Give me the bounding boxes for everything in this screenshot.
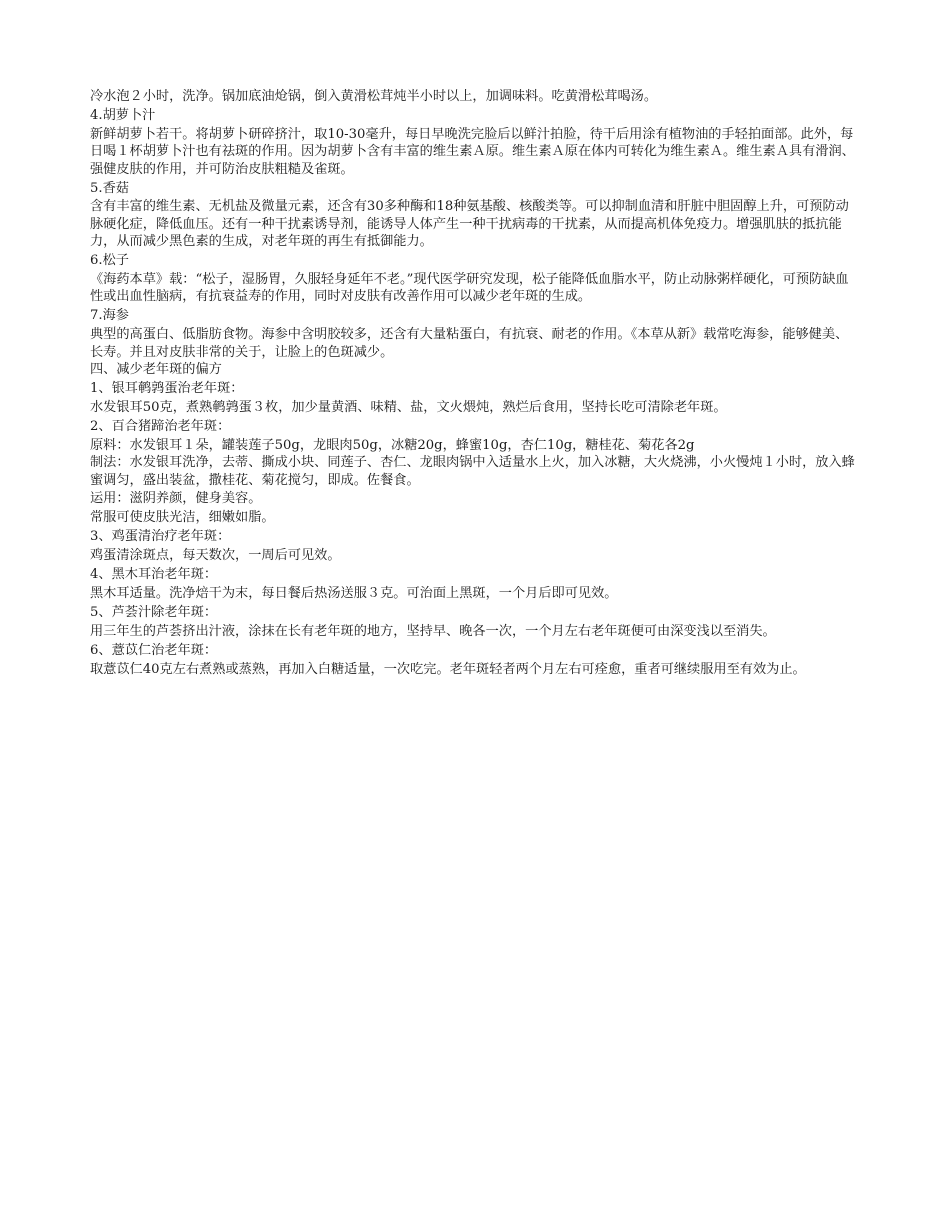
paragraph: 用三年生的芦荟挤出汁液，涂抹在长有老年斑的地方，坚持早、晚各一次，一个月左右老年斑便可由深变浅以至消失。 bbox=[90, 623, 776, 639]
recipe-heading: 3、鸡蛋清治疗老年斑： bbox=[90, 529, 231, 545]
paragraph: 运用：滋阴养颜，健身美容。 bbox=[90, 491, 262, 507]
paragraph: 制法：水发银耳洗净，去蒂、撕成小块、同莲子、杏仁、龙眼肉锅中入适量水上火，加入冰糖，大火烧沸，小火慢炖１小时，放入蜂蜜调匀，盛出装盆，撒桂花、菊花搅匀，即成。佐餐食。 bbox=[90, 455, 855, 488]
paragraph: 鸡蛋清涂斑点，每天数次，一周后可见效。 bbox=[90, 548, 341, 564]
section-heading: 7.海参 bbox=[90, 308, 129, 324]
paragraph: 含有丰富的维生素、无机盐及微量元素，还含有30多种酶和18种氨基酸、核酸类等。可以抑制血清和肝脏中胆固醇上升，可预防动脉硬化症，降低血压。还有一种干扰素诱导剂，能诱导人体产生一种干扰病毒的干扰素，从而提高机体免疫力。增强肌肤的抵抗能力，从而减少黑色素的生成，对老年斑的再生有抵御能力。 bbox=[90, 199, 849, 250]
paragraph: 常服可使皮肤光洁，细嫩如脂。 bbox=[90, 510, 275, 526]
paragraph: 冷水泡２小时，洗净。锅加底油炝锅，倒入黄滑松茸炖半小时以上，加调味料。吃黄滑松茸喝汤。 bbox=[90, 89, 658, 104]
recipe-heading: 6、薏苡仁治老年斑： bbox=[90, 642, 218, 658]
section-heading: 5.香菇 bbox=[90, 180, 129, 196]
document-body bbox=[90, 88, 860, 678]
recipe-heading: 4、黑木耳治老年斑： bbox=[90, 567, 218, 583]
paragraph: 黑木耳适量。洗净焙干为末，每日餐后热汤送服３克。可治面上黑斑，一个月后即可见效。 bbox=[90, 585, 618, 601]
paragraph: 《海药本草》载：“松子，湿肠胃，久服轻身延年不老。”现代医学研究发现，松子能降低血脂水平，防止动脉粥样硬化，可预防缺血性或出血性脑病，有抗衰益寿的作用，同时对皮肤有改善作用可以减少老年斑的生成。 bbox=[90, 272, 849, 305]
recipe-heading: 1、银耳鹌鹑蛋治老年斑： bbox=[90, 381, 244, 396]
recipe-heading: 2、百合猪蹄治老年斑： bbox=[90, 418, 231, 434]
paragraph: 原料：水发银耳１朵，罐装莲子50g，龙眼肉50g，冰糖20g，蜂蜜10g，杏仁10g，糖桂花、菊花各2g bbox=[90, 437, 695, 453]
paragraph: 典型的高蛋白、低脂肪食物。海参中含明胶较多，还含有大量粘蛋白，有抗衰、耐老的作用。《本草从新》载常吃海参，能够健美、长寿。并且对皮肤非常的关于，让脸上的色斑减少。 bbox=[90, 327, 849, 360]
section-heading: 6.松子 bbox=[90, 253, 129, 269]
paragraph: 取薏苡仁40克左右煮熟或蒸熟，再加入白糖适量，一次吃完。老年斑轻者两个月左右可痊愈，重者可继续服用至有效为止。 bbox=[90, 661, 806, 677]
chapter-heading: 四、减少老年斑的偏方 bbox=[90, 362, 222, 378]
recipe-heading: 5、芦荟汁除老年斑： bbox=[90, 604, 218, 620]
section-heading: 4.胡萝卜汁 bbox=[90, 107, 156, 123]
paragraph: 水发银耳50克，煮熟鹌鹑蛋３枚，加少量黄酒、味精、盐，文火煨炖，熟烂后食用，坚持长吃可清除老年斑。 bbox=[90, 399, 727, 415]
paragraph: 新鲜胡萝卜若干。将胡萝卜研碎挤汁，取10-30毫升，每日早晚洗完脸后以鲜汁拍脸，待干后用涂有植物油的手轻拍面部。此外，每日喝１杯胡萝卜汁也有祛斑的作用。因为胡萝卜含有丰富的维生素Ａ原。维生素Ａ原在体内可转化为维生素Ａ。维生素Ａ具有滑润、强健皮肤的作用，并可防治皮肤粗糙及雀斑。 bbox=[90, 126, 855, 177]
